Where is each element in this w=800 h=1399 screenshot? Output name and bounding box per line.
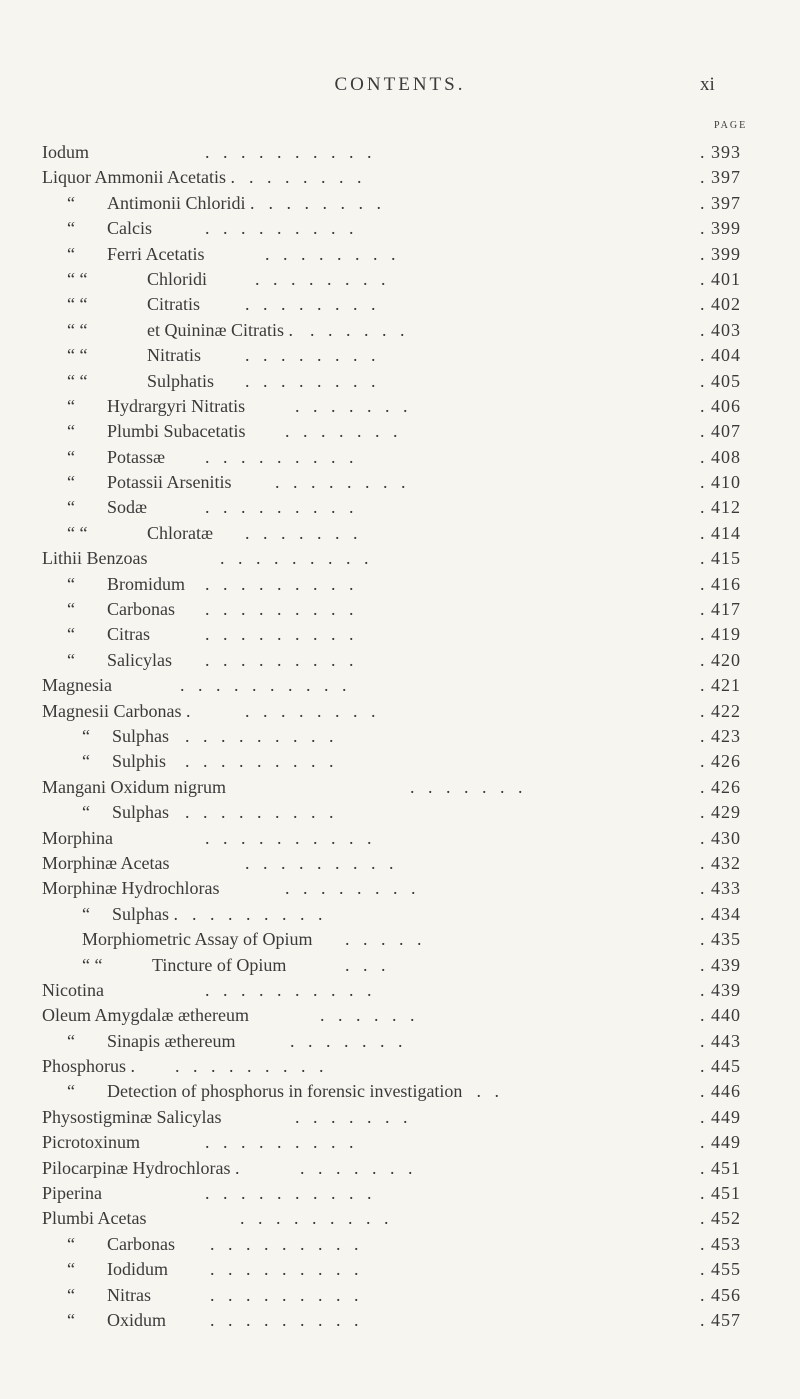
entry-page-number: . 439 bbox=[700, 954, 741, 975]
contents-entry bbox=[0, 1029, 800, 1054]
leader-dots: . . . . . . . . . bbox=[185, 725, 334, 746]
leader-dots: . . . . . . . . . bbox=[185, 751, 334, 772]
entry-title: Physostigminæ Salicylas bbox=[42, 1106, 222, 1127]
entry-page-number: . 402 bbox=[700, 294, 741, 315]
leader-dots: . . . . . . bbox=[310, 319, 405, 340]
leader-dots: . . . . . . . . . . bbox=[205, 1183, 372, 1204]
entry-title: Detection of phosphorus in forensic investigation bbox=[107, 1081, 463, 1102]
leader-dots: . . . . . . . bbox=[295, 395, 408, 416]
ditto-mark: “ “ bbox=[67, 294, 88, 315]
ditto-mark: “ bbox=[67, 218, 75, 239]
entry-page-number: . 443 bbox=[700, 1030, 741, 1051]
leader-dots: . . . . . . . . bbox=[285, 878, 416, 899]
entry-page-number: . 452 bbox=[700, 1208, 741, 1229]
entry-page-number: . 403 bbox=[700, 319, 741, 340]
leader-dots: . . . . . . . . . bbox=[210, 1259, 359, 1280]
leader-dots: . . . . . . . bbox=[245, 522, 358, 543]
entry-page-number: . 422 bbox=[700, 700, 741, 721]
entry-page-number: . 434 bbox=[700, 903, 741, 924]
entry-title: Morphinæ Acetas bbox=[42, 852, 170, 873]
entry-title: Citras bbox=[107, 624, 150, 645]
ditto-mark: “ “ bbox=[67, 268, 88, 289]
entry-page-number: . 404 bbox=[700, 345, 741, 366]
leader-dots: . . . . . bbox=[345, 929, 422, 950]
page-title: CONTENTS. bbox=[334, 74, 466, 95]
contents-entry bbox=[0, 369, 800, 394]
entry-page-number: . 393 bbox=[700, 142, 741, 162]
contents-entry bbox=[0, 851, 800, 876]
contents-entry bbox=[0, 724, 800, 749]
entry-page-number: . 429 bbox=[700, 802, 741, 823]
entry-title: Magnesii Carbonas . bbox=[42, 700, 191, 721]
leader-dots: . . . . . . . . . bbox=[205, 1132, 354, 1153]
entry-title: Carbonas bbox=[107, 599, 175, 620]
entry-title: Plumbi Subacetatis bbox=[107, 421, 246, 442]
entry-page-number: . 399 bbox=[700, 243, 741, 264]
entry-page-number: . 449 bbox=[700, 1106, 741, 1127]
entry-page-number: . 433 bbox=[700, 878, 741, 899]
contents-entry bbox=[0, 1003, 800, 1028]
entry-page-number: . 446 bbox=[700, 1081, 741, 1102]
leader-dots: . . . . . . . . bbox=[275, 472, 406, 493]
contents-entry bbox=[0, 953, 800, 978]
ditto-mark: “ bbox=[67, 624, 75, 645]
leader-dots: . . . . . . . . . bbox=[205, 624, 354, 645]
entry-title: Calcis bbox=[107, 218, 152, 239]
ditto-mark: “ “ bbox=[82, 954, 103, 975]
contents-entry bbox=[0, 1181, 800, 1206]
ditto-mark: “ “ bbox=[67, 370, 88, 391]
entry-title: Sulphas bbox=[112, 725, 170, 746]
entry-page-number: . 423 bbox=[700, 725, 741, 746]
entry-page-number: . 451 bbox=[700, 1157, 741, 1178]
entry-page-number: . 439 bbox=[700, 979, 741, 1000]
entry-page-number: . 451 bbox=[700, 1183, 741, 1204]
leader-dots: . . . . . . . . bbox=[255, 268, 386, 289]
leader-dots: . . . . . . . . . bbox=[205, 218, 354, 239]
contents-entry bbox=[0, 1206, 800, 1231]
ditto-mark: “ bbox=[67, 243, 75, 264]
entry-title: Sinapis æthereum bbox=[107, 1030, 236, 1051]
entry-title: Mangani Oxidum nigrum bbox=[42, 776, 226, 797]
ditto-mark: “ bbox=[67, 1309, 75, 1330]
entry-title: Pilocarpinæ Hydrochloras . bbox=[42, 1157, 240, 1178]
contents-entry bbox=[0, 343, 800, 368]
entry-title: Morphinæ Hydrochloras bbox=[42, 878, 220, 899]
ditto-mark: “ bbox=[82, 802, 90, 823]
contents-entry bbox=[0, 445, 800, 470]
contents-entry bbox=[0, 902, 800, 927]
entry-page-number: . 420 bbox=[700, 649, 741, 670]
entry-title: Picrotoxinum bbox=[42, 1132, 140, 1153]
ditto-mark: “ bbox=[67, 1233, 75, 1254]
entry-page-number: . 397 bbox=[700, 167, 741, 188]
entry-page-number: . 415 bbox=[700, 548, 741, 569]
leader-dots: . . . . . . . . . bbox=[185, 802, 334, 823]
entry-page-number: . 445 bbox=[700, 1056, 741, 1077]
entry-title: Sodæ bbox=[107, 497, 148, 518]
contents-entry bbox=[0, 1105, 800, 1130]
entry-page-number: . 449 bbox=[700, 1132, 741, 1153]
entry-page-number: . 419 bbox=[700, 624, 741, 645]
entry-title: Morphina bbox=[42, 827, 113, 848]
entry-page-number: . 416 bbox=[700, 573, 741, 594]
entry-page-number: . 414 bbox=[700, 522, 741, 543]
entry-title: Sulphis bbox=[112, 751, 167, 772]
contents-entry bbox=[0, 699, 800, 724]
ditto-mark: “ bbox=[82, 751, 90, 772]
leader-dots: . . . . . . . bbox=[290, 1030, 403, 1051]
entry-title: Sulphas . bbox=[112, 903, 179, 924]
contents-list bbox=[0, 140, 800, 1333]
entry-page-number: . 406 bbox=[700, 395, 741, 416]
entry-page-number: . 421 bbox=[700, 675, 741, 696]
entry-page-number: . 432 bbox=[700, 852, 741, 873]
leader-dots: . . . . . . . . . bbox=[205, 497, 354, 518]
entry-title: Oxidum bbox=[107, 1309, 167, 1330]
ditto-mark: “ bbox=[67, 573, 75, 594]
leader-dots: . . . . . . . . . . bbox=[180, 675, 347, 696]
entry-page-number: . 408 bbox=[700, 446, 741, 467]
leader-dots: . . . . . . . bbox=[300, 1157, 413, 1178]
entry-page-number: . 426 bbox=[700, 751, 741, 772]
leader-dots: . . . . . . . bbox=[410, 776, 523, 797]
leader-dots: . . . . . . . . . bbox=[205, 573, 354, 594]
entry-page-number: . 456 bbox=[700, 1284, 741, 1305]
leader-dots: . . . . . . . . . . bbox=[205, 979, 372, 1000]
entry-page-number: . 457 bbox=[700, 1309, 741, 1330]
ditto-mark: “ bbox=[82, 903, 90, 924]
page-column-label: PAGE bbox=[714, 120, 748, 131]
contents-entry bbox=[0, 1257, 800, 1282]
contents-entry bbox=[0, 318, 800, 343]
leader-dots: . . . . . . . . . bbox=[210, 1233, 359, 1254]
entry-title: Nitras bbox=[107, 1284, 151, 1305]
leader-dots: . . . . . . . bbox=[285, 421, 398, 442]
contents-entry bbox=[0, 470, 800, 495]
contents-entry bbox=[0, 1283, 800, 1308]
leader-dots: . . . . . . . . . bbox=[205, 599, 354, 620]
ditto-mark: “ bbox=[67, 1030, 75, 1051]
leader-dots: . . . . . . bbox=[320, 1005, 415, 1026]
leader-dots: . . . . . . . . . bbox=[210, 1284, 359, 1305]
entry-page-number: . 412 bbox=[700, 497, 741, 518]
leader-dots: . . . . . . . . . bbox=[205, 446, 354, 467]
contents-entry bbox=[0, 1054, 800, 1079]
contents-entry bbox=[0, 521, 800, 546]
entry-page-number: . 455 bbox=[700, 1259, 741, 1280]
ditto-mark: “ bbox=[67, 472, 75, 493]
entry-title: Citratis bbox=[147, 294, 200, 315]
entry-title: et Quininæ Citratis . bbox=[147, 319, 293, 340]
entry-title: Morphiometric Assay of Opium bbox=[82, 929, 313, 950]
ditto-mark: “ bbox=[67, 649, 75, 670]
leader-dots: . . . . . . . . . bbox=[220, 548, 369, 569]
ditto-mark: “ “ bbox=[67, 319, 88, 340]
contents-entry bbox=[0, 927, 800, 952]
entry-page-number: . 435 bbox=[700, 929, 741, 950]
contents-entry bbox=[0, 775, 800, 800]
contents-entry bbox=[0, 267, 800, 292]
leader-dots: . . . . . . . bbox=[248, 167, 362, 188]
entry-title: Iodum bbox=[42, 142, 89, 162]
contents-entry bbox=[0, 1232, 800, 1257]
leader-dots: . . . bbox=[345, 954, 386, 975]
leader-dots: . . . . . . . . . . bbox=[205, 142, 372, 162]
entry-page-number: . 407 bbox=[700, 421, 741, 442]
entry-page-number: . 405 bbox=[700, 370, 741, 391]
contents-entry bbox=[0, 191, 800, 216]
leader-dots: . . . . . . . bbox=[295, 1106, 408, 1127]
contents-entry bbox=[0, 978, 800, 1003]
ditto-mark: “ bbox=[67, 1081, 75, 1102]
ditto-mark: “ bbox=[67, 446, 75, 467]
leader-dots: . . . . . . . . bbox=[245, 345, 376, 366]
entry-title: Antimonii Chloridi . bbox=[107, 192, 255, 213]
ditto-mark: “ bbox=[67, 1259, 75, 1280]
ditto-mark: “ bbox=[67, 497, 75, 518]
entry-page-number: . 440 bbox=[700, 1005, 741, 1026]
contents-entry bbox=[0, 216, 800, 241]
entry-page-number: . 401 bbox=[700, 268, 741, 289]
entry-title: Nitratis bbox=[147, 345, 201, 366]
ditto-mark: “ “ bbox=[67, 345, 88, 366]
entry-title: Potassæ bbox=[107, 446, 166, 467]
entry-title: Potassii Arsenitis bbox=[107, 472, 232, 493]
contents-entry bbox=[0, 597, 800, 622]
entry-title: Plumbi Acetas bbox=[42, 1208, 147, 1229]
contents-entry bbox=[0, 495, 800, 520]
entry-title: Sulphatis bbox=[147, 370, 215, 391]
contents-entry bbox=[0, 800, 800, 825]
entry-title: Sulphas bbox=[112, 802, 170, 823]
contents-entry bbox=[0, 648, 800, 673]
entry-title: Chloratæ bbox=[147, 522, 213, 543]
ditto-mark: “ bbox=[67, 395, 75, 416]
contents-entry bbox=[0, 546, 800, 571]
leader-dots: . . bbox=[476, 1081, 499, 1102]
entry-title: Lithii Benzoas bbox=[42, 548, 148, 569]
contents-entry bbox=[0, 165, 800, 190]
ditto-mark: “ bbox=[67, 599, 75, 620]
entry-title: Chloridi bbox=[147, 268, 208, 289]
entry-title: Piperina bbox=[42, 1183, 102, 1204]
entry-title: Carbonas bbox=[107, 1233, 175, 1254]
ditto-mark: “ bbox=[67, 421, 75, 442]
leader-dots: . . . . . . . . bbox=[245, 294, 376, 315]
leader-dots: . . . . . . . . bbox=[245, 700, 376, 721]
contents-entry bbox=[0, 242, 800, 267]
entry-page-number: . 399 bbox=[700, 218, 741, 239]
leader-dots: . . . . . . . . bbox=[192, 903, 323, 924]
contents-entry bbox=[0, 876, 800, 901]
leader-dots: . . . . . . . . . bbox=[240, 1208, 389, 1229]
ditto-mark: “ “ bbox=[67, 522, 88, 543]
entry-title: Nicotina bbox=[42, 979, 104, 1000]
ditto-mark: “ bbox=[67, 192, 75, 213]
entry-title: Ferri Acetatis bbox=[107, 243, 205, 264]
entry-page-number: . 453 bbox=[700, 1233, 741, 1254]
contents-entry bbox=[0, 394, 800, 419]
leader-dots: . . . . . . . . . . bbox=[205, 827, 372, 848]
contents-entry bbox=[0, 622, 800, 647]
entry-title: Magnesia bbox=[42, 675, 112, 696]
contents-entry bbox=[0, 826, 800, 851]
ditto-mark: “ bbox=[82, 725, 90, 746]
leader-dots: . . . . . . . . . bbox=[175, 1056, 324, 1077]
leader-dots: . . . . . . . . . bbox=[205, 649, 354, 670]
contents-entry bbox=[0, 673, 800, 698]
contents-entry bbox=[0, 572, 800, 597]
entry-title: Tincture of Opium bbox=[152, 954, 287, 975]
page-folio: xi bbox=[700, 74, 715, 95]
entry-title: Hydrargyri Nitratis bbox=[107, 395, 246, 416]
contents-entry bbox=[0, 1130, 800, 1155]
entry-title: Iodidum bbox=[107, 1259, 168, 1280]
entry-title: Salicylas bbox=[107, 649, 172, 670]
leader-dots: . . . . . . . . bbox=[265, 243, 396, 264]
entry-title: Bromidum bbox=[107, 573, 186, 594]
contents-entry bbox=[0, 749, 800, 774]
entry-title: Phosphorus . bbox=[42, 1056, 136, 1077]
entry-page-number: . 397 bbox=[700, 192, 741, 213]
leader-dots: . . . . . . . . bbox=[245, 370, 376, 391]
entry-title: Oleum Amygdalæ æthereum bbox=[42, 1005, 249, 1026]
entry-page-number: . 417 bbox=[700, 599, 741, 620]
ditto-mark: “ bbox=[67, 1284, 75, 1305]
contents-entry bbox=[0, 140, 800, 165]
contents-entry bbox=[0, 419, 800, 444]
contents-entry bbox=[0, 1308, 800, 1333]
contents-entry bbox=[0, 292, 800, 317]
contents-entry bbox=[0, 1156, 800, 1181]
entry-page-number: . 426 bbox=[700, 776, 741, 797]
entry-page-number: . 430 bbox=[700, 827, 741, 848]
entry-title: Liquor Ammonii Acetatis . bbox=[42, 167, 235, 188]
contents-entry bbox=[0, 1079, 800, 1104]
leader-dots: . . . . . . . bbox=[268, 192, 382, 213]
leader-dots: . . . . . . . . . bbox=[245, 852, 394, 873]
entry-page-number: . 410 bbox=[700, 472, 741, 493]
leader-dots: . . . . . . . . . bbox=[210, 1309, 359, 1330]
